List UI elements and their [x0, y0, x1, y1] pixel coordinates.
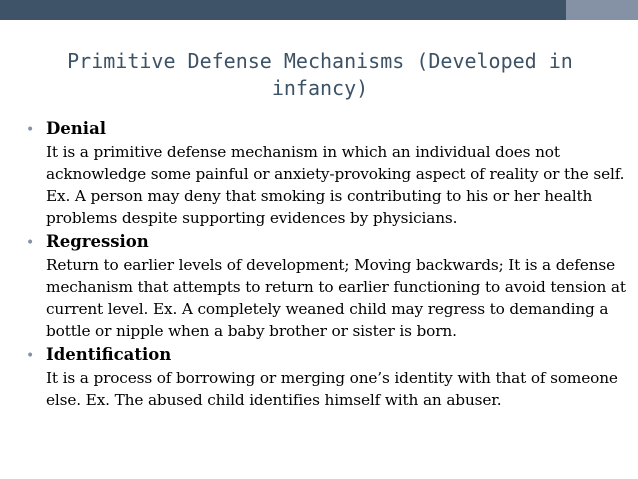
- list-item-denial: [26, 118, 626, 229]
- term-denial: Denial: [46, 119, 107, 138]
- bullet-icon: •: [26, 348, 35, 364]
- bullet-icon: •: [26, 122, 35, 138]
- description-denial: It is a primitive defense mechanism in which an individual does not acknowledge some painful or anxiety-provoking aspect of reality or the self. Ex. A person may deny that smoking is contributing to his or her health problems despite supporting evidences by physicians.: [46, 143, 625, 227]
- bullet-icon: •: [26, 235, 35, 251]
- term-regression: Regression: [46, 232, 149, 251]
- list-item-identification: [26, 344, 626, 411]
- top-bar-main: [0, 0, 566, 20]
- top-decorative-bar: [0, 0, 638, 20]
- top-bar-tab: [566, 0, 638, 20]
- description-identification: It is a process of borrowing or merging one’s identity with that of someone else. Ex. The abused child identifies himself with an abuser.: [46, 369, 618, 409]
- description-regression: Return to earlier levels of development; Moving backwards; It is a defense mechanism that attempts to return to earlier functioning to avoid tension at current level. Ex. A completely weaned child may regress to demanding a bottle or nipple when a baby brother or sister is born.: [46, 256, 626, 340]
- bullet-list: [26, 118, 626, 413]
- term-identification: Identification: [46, 345, 172, 364]
- list-item-regression: [26, 231, 626, 342]
- slide-title: Primitive Defense Mechanisms (Developed in infancy): [67, 49, 573, 100]
